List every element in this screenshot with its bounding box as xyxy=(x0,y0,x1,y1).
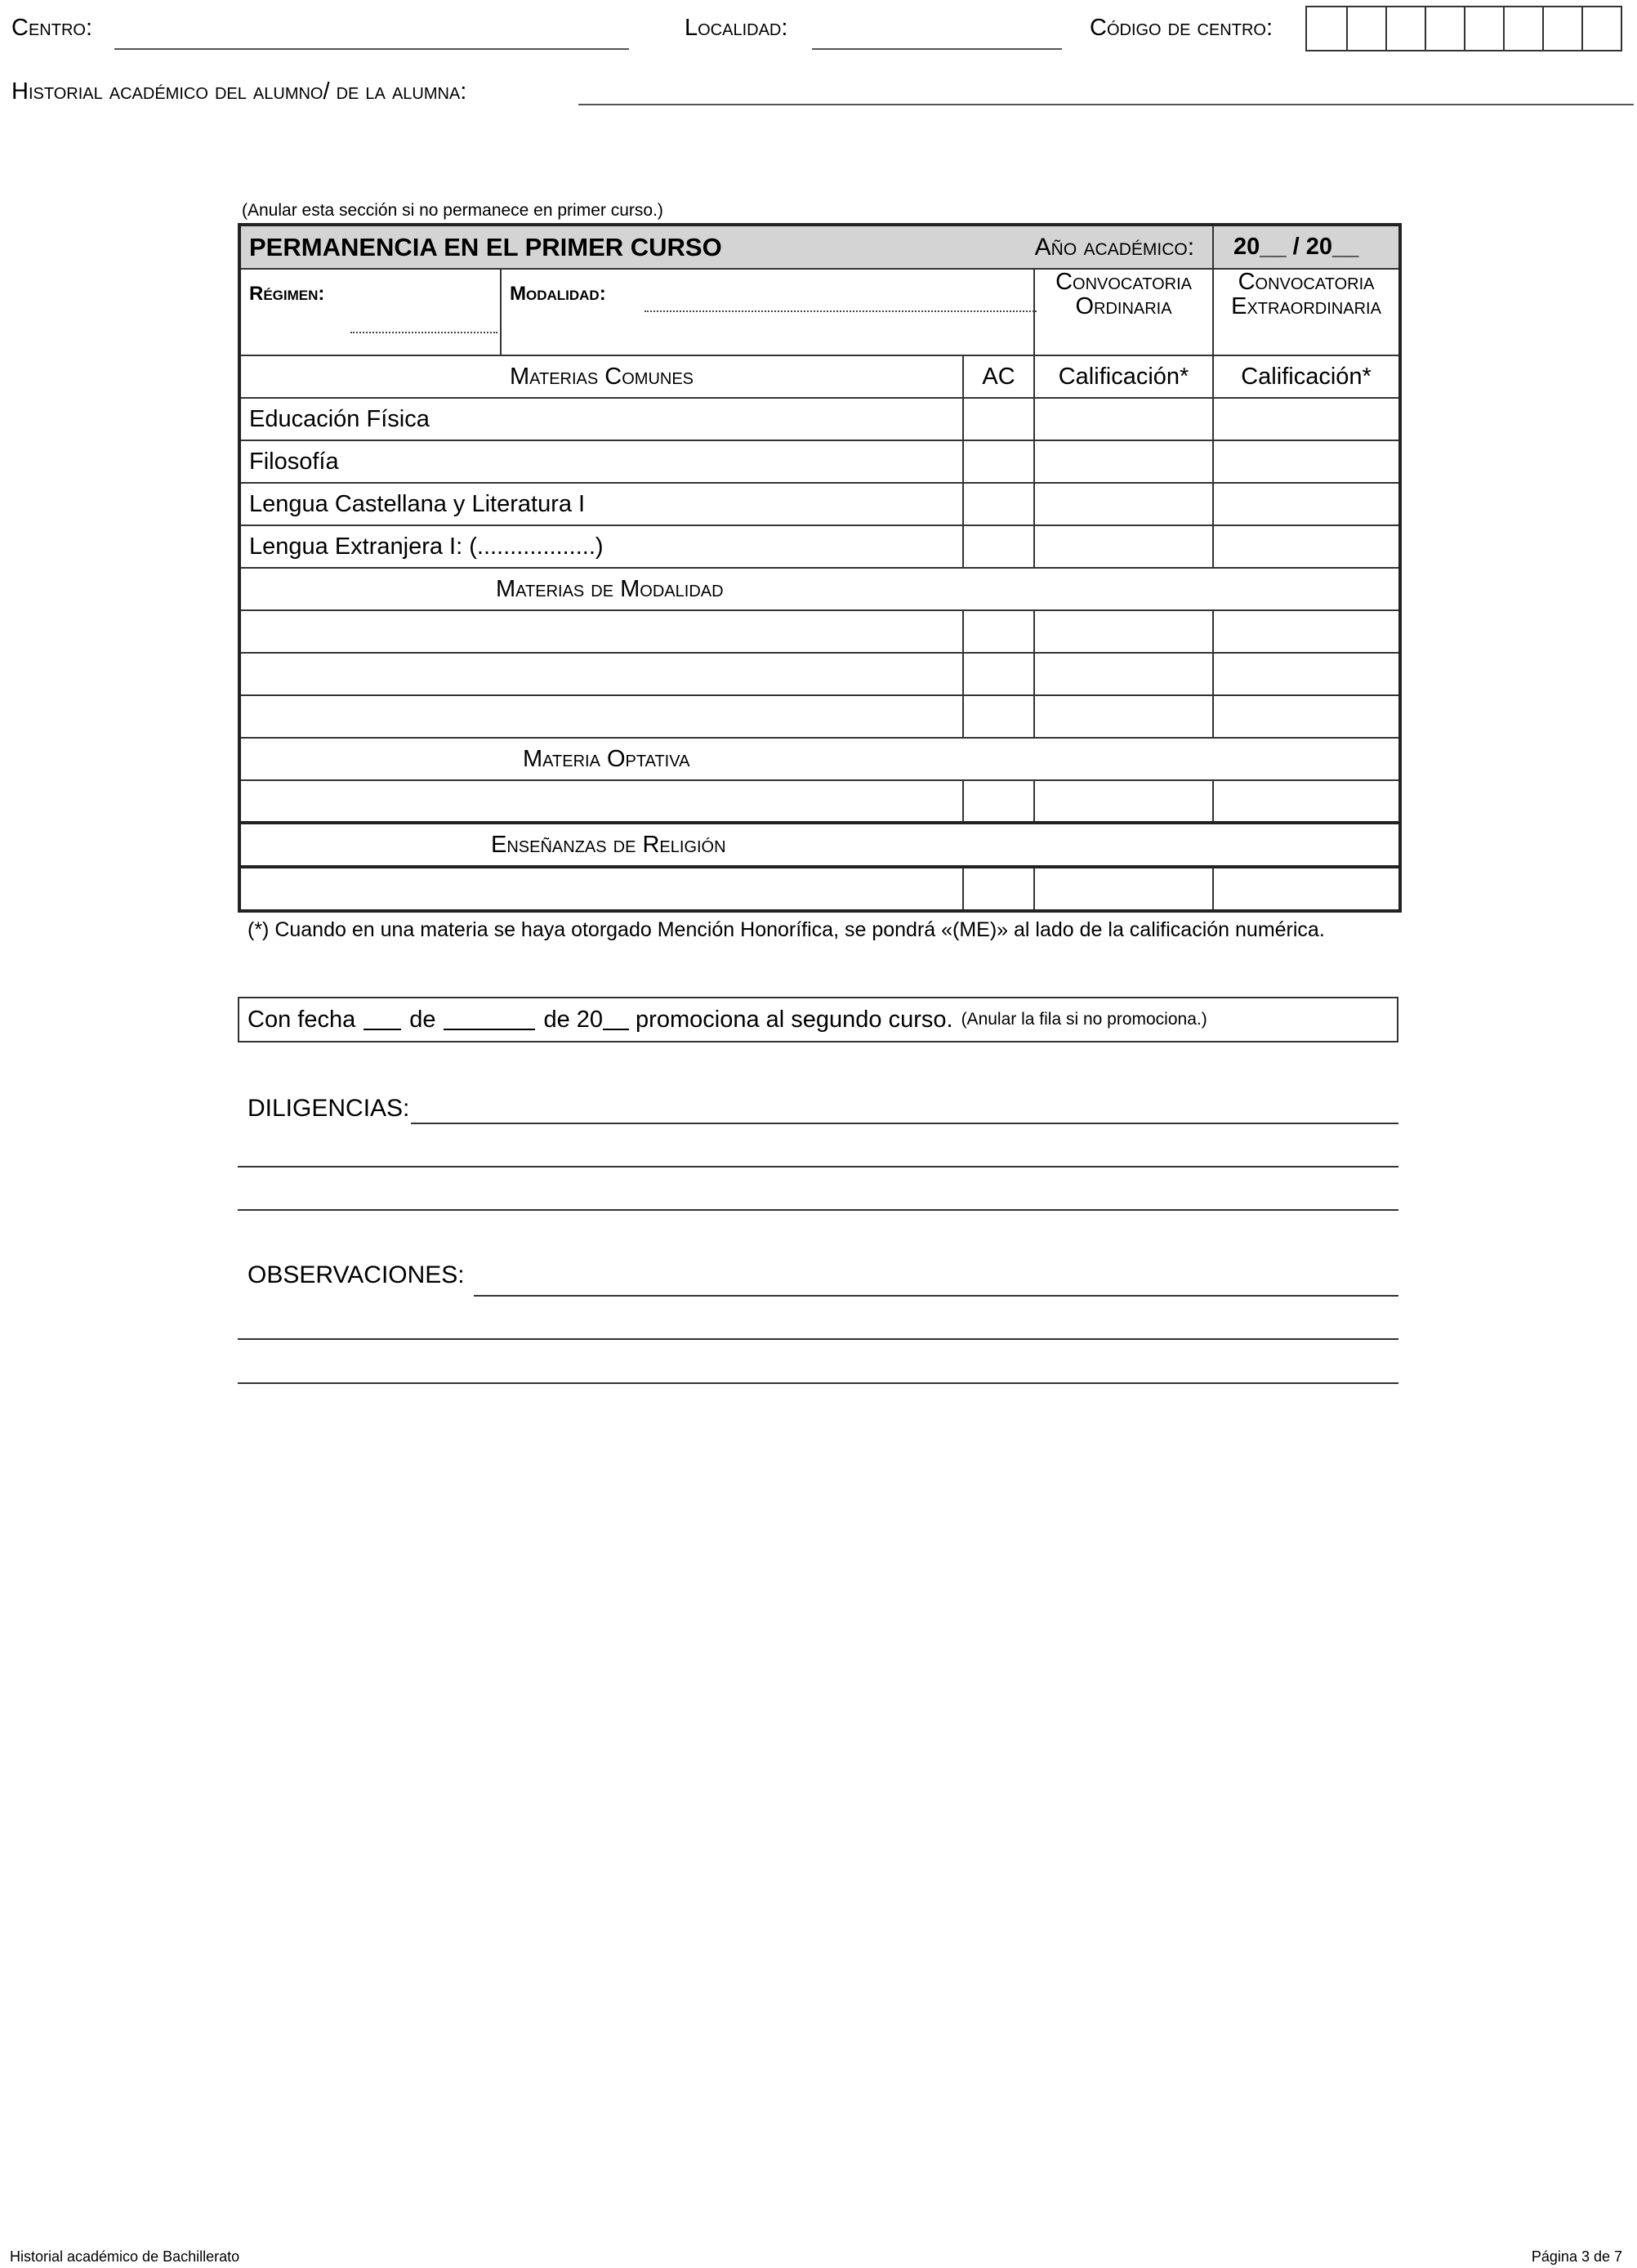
subject-name-cell[interactable] xyxy=(239,695,963,738)
localidad-field[interactable] xyxy=(812,48,1062,50)
calif-ext-cell[interactable] xyxy=(1213,653,1400,695)
promo-month-field[interactable] xyxy=(444,1009,535,1030)
religion-heading: Enseñanzas de Religión xyxy=(239,823,1400,867)
regimen-label: Régimen: xyxy=(249,283,325,305)
subject-row xyxy=(239,398,1400,440)
optativa-row xyxy=(239,780,1400,823)
observaciones-line[interactable] xyxy=(238,1382,1398,1384)
conv-extraordinaria-header: Convocatoria Extraordinaria xyxy=(1213,269,1400,355)
code-box[interactable] xyxy=(1346,7,1385,50)
ac-cell[interactable] xyxy=(963,398,1034,440)
subject-name: Filosofía xyxy=(239,440,963,483)
diligencias-line[interactable] xyxy=(411,1123,1398,1124)
subject-name: Lengua Castellana y Literatura I xyxy=(239,483,963,525)
materia-optativa-heading: Materia Optativa xyxy=(239,738,1400,780)
footnote: (*) Cuando en una materia se haya otorgado Mención Honorífica, se pondrá «(ME)» al lado de la calificación numérica. xyxy=(248,918,1325,941)
codigo-centro-boxes[interactable] xyxy=(1305,6,1622,51)
promo-note: (Anular la fila si no promociona.) xyxy=(961,1010,1207,1029)
col-calif-ord-header: Calificación* xyxy=(1034,355,1213,398)
calif-ord-cell[interactable] xyxy=(1034,525,1213,568)
col-ac-header: AC xyxy=(963,355,1034,398)
calif-ord-cell[interactable] xyxy=(1034,483,1213,525)
subject-name-cell[interactable] xyxy=(239,610,963,653)
section-title: PERMANENCIA EN EL PRIMER CURSO xyxy=(249,232,722,261)
codigo-centro-label: Código de centro: xyxy=(1090,15,1273,41)
modalidad-row xyxy=(239,695,1400,738)
calif-ext-cell[interactable] xyxy=(1213,398,1400,440)
diligencias-line[interactable] xyxy=(238,1166,1398,1167)
calif-ord-cell[interactable] xyxy=(1034,780,1213,823)
localidad-label: Localidad: xyxy=(685,15,788,41)
promotion-row xyxy=(238,997,1398,1042)
promo-text-3: de 20 xyxy=(543,1006,604,1033)
promo-text-4: promociona al segundo curso. xyxy=(636,1006,953,1033)
calif-ext-cell[interactable] xyxy=(1213,780,1400,823)
col-calif-ext-header: Calificación* xyxy=(1213,355,1400,398)
code-box[interactable] xyxy=(1385,7,1425,50)
calif-ord-cell[interactable] xyxy=(1034,653,1213,695)
promo-day-field[interactable] xyxy=(364,1009,401,1030)
code-box[interactable] xyxy=(1581,7,1621,50)
ac-cell[interactable] xyxy=(963,525,1034,568)
code-box[interactable] xyxy=(1542,7,1581,50)
calif-ext-cell[interactable] xyxy=(1213,525,1400,568)
diligencias-label: DILIGENCIAS: xyxy=(248,1095,410,1122)
conv-ordinaria-header: Convocatoria Ordinaria xyxy=(1034,269,1213,355)
historial-field[interactable] xyxy=(578,104,1634,105)
ac-cell[interactable] xyxy=(963,695,1034,738)
historial-label: Historial académico del alumno/ de la alumna: xyxy=(11,78,467,105)
subject-name-cell[interactable] xyxy=(239,867,963,911)
footer-page-number: Página 3 de 7 xyxy=(1531,2248,1622,2265)
ac-cell[interactable] xyxy=(963,610,1034,653)
promo-year-field[interactable] xyxy=(603,1009,629,1030)
subject-name-cell[interactable] xyxy=(239,653,963,695)
calif-ord-cell[interactable] xyxy=(1034,398,1213,440)
modalidad-field[interactable] xyxy=(645,310,1037,312)
calif-ext-cell[interactable] xyxy=(1213,440,1400,483)
materias-modalidad-heading: Materias de Modalidad xyxy=(239,568,1400,610)
observaciones-line[interactable] xyxy=(474,1295,1398,1297)
ac-cell[interactable] xyxy=(963,653,1034,695)
calif-ext-cell[interactable] xyxy=(1213,610,1400,653)
promo-text-2: de xyxy=(409,1006,436,1033)
permanencia-table xyxy=(238,223,1402,913)
subject-name: Lengua Extranjera I: (..................) xyxy=(239,525,963,568)
subject-row xyxy=(239,440,1400,483)
calif-ord-cell[interactable] xyxy=(1034,440,1213,483)
regimen-field[interactable] xyxy=(350,332,497,333)
subject-name-cell[interactable] xyxy=(239,780,963,823)
calif-ord-cell[interactable] xyxy=(1034,695,1213,738)
promo-text-1: Con fecha xyxy=(248,1006,356,1033)
code-box[interactable] xyxy=(1307,7,1346,50)
modalidad-row xyxy=(239,653,1400,695)
centro-label: Centro: xyxy=(11,15,92,41)
observaciones-line[interactable] xyxy=(238,1338,1398,1340)
subject-row xyxy=(239,525,1400,568)
ac-cell[interactable] xyxy=(963,483,1034,525)
modalidad-label: Modalidad: xyxy=(510,283,606,305)
code-box[interactable] xyxy=(1464,7,1503,50)
ac-cell[interactable] xyxy=(963,867,1034,911)
footer-doc-title: Historial académico de Bachillerato xyxy=(10,2248,240,2265)
subject-row xyxy=(239,483,1400,525)
materias-comunes-heading: Materias Comunes xyxy=(239,355,963,398)
calif-ext-cell[interactable] xyxy=(1213,483,1400,525)
centro-field[interactable] xyxy=(114,48,629,50)
calif-ord-cell[interactable] xyxy=(1034,610,1213,653)
year-value[interactable]: 20__ / 20__ xyxy=(1233,234,1359,260)
calif-ext-cell[interactable] xyxy=(1213,695,1400,738)
religion-row xyxy=(239,867,1400,911)
code-box[interactable] xyxy=(1503,7,1542,50)
code-box[interactable] xyxy=(1425,7,1464,50)
modalidad-row xyxy=(239,610,1400,653)
ac-cell[interactable] xyxy=(963,780,1034,823)
subject-name: Educación Física xyxy=(239,398,963,440)
calif-ext-cell[interactable] xyxy=(1213,867,1400,911)
ac-cell[interactable] xyxy=(963,440,1034,483)
observaciones-label: OBSERVACIONES: xyxy=(248,1261,465,1288)
calif-ord-cell[interactable] xyxy=(1034,867,1213,911)
diligencias-line[interactable] xyxy=(238,1209,1398,1211)
year-label: Año académico: xyxy=(1034,233,1195,261)
section-note: (Anular esta sección si no permanece en primer curso.) xyxy=(242,201,663,220)
